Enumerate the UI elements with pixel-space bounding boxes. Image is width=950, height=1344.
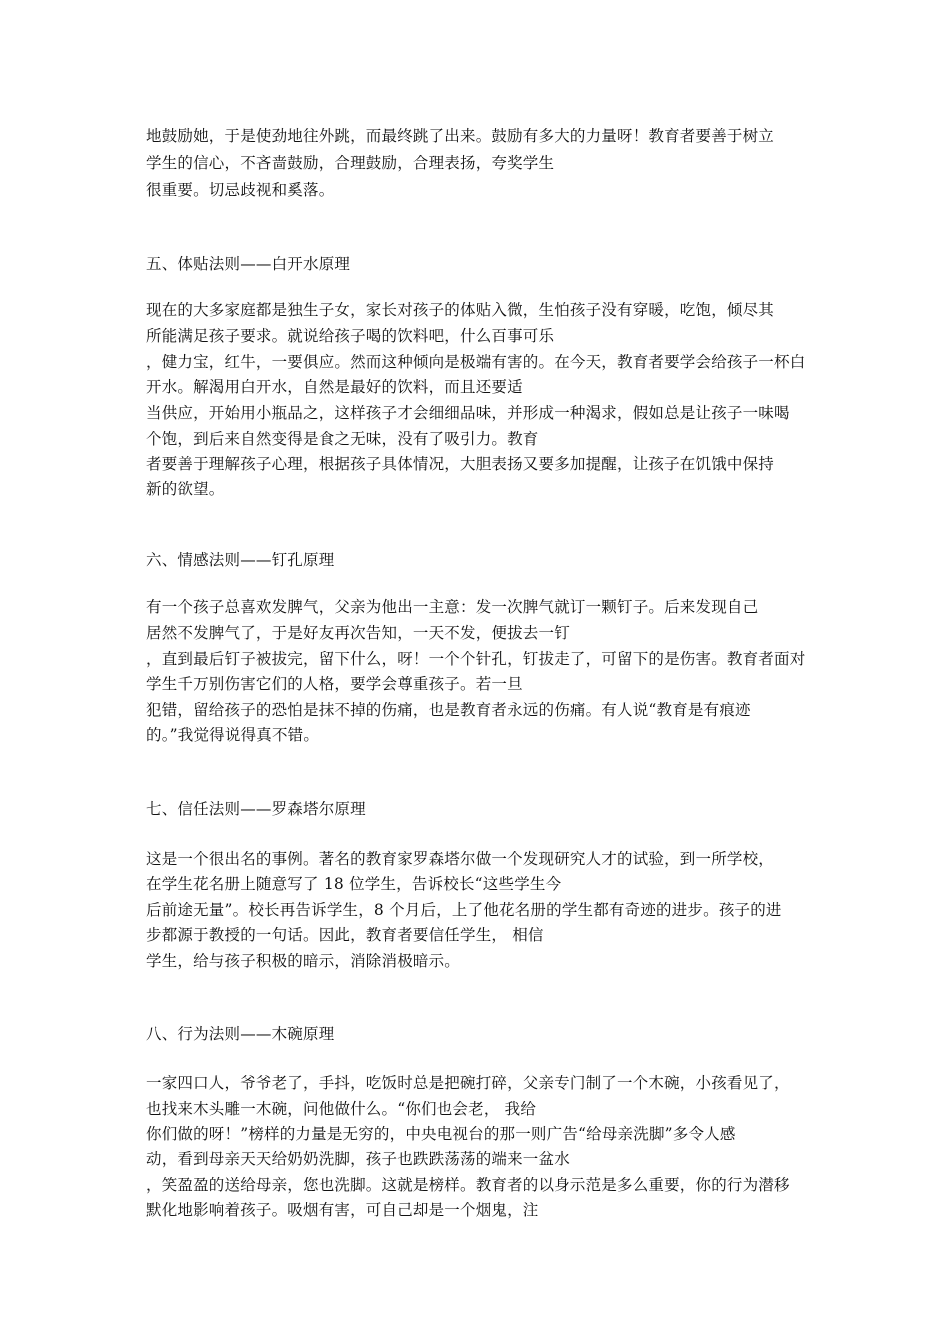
paragraph-line: 也找来木头雕一木碗，问他做什么。“你们也会老， 我给 [146,1100,537,1118]
section-heading: 六、情感法则——钉孔原理 [146,551,335,569]
section-heading: 七、信任法则——罗森塔尔原理 [146,800,366,818]
paragraph-line: 地鼓励她，于是使劲地往外跳，而最终跳了出来。鼓励有多大的力量呀！教育者要善于树立 [146,127,775,145]
paragraph-line: 后前途无量”。校长再告诉学生，8 个月后，上了他花名册的学生都有奇迹的进步。孩子的进 [146,901,782,919]
paragraph-line: 居然不发脾气了，于是好友再次告知，一天不发，便拔去一钉 [146,624,570,642]
section-heading: 八、行为法则——木碗原理 [146,1025,335,1043]
paragraph-line: 学生，给与孩子积极的暗示，消除消极暗示。 [146,952,461,970]
paragraph-line: 步都源于教授的一句话。因此，教育者要信任学生， 相信 [146,926,544,944]
paragraph-line: 很重要。切忌歧视和奚落。 [146,181,335,199]
paragraph-line: 在学生花名册上随意写了 18 位学生，告诉校长“这些学生今 [146,875,562,893]
paragraph-line: ，直到最后钉子被拔完，留下什么，呀！一个个针孔，钉拔走了，可留下的是伤害。教育者面对 [146,650,806,668]
paragraph-line: 开水。解渴用白开水，自然是最好的饮料，而且还要适 [146,378,523,396]
paragraph-line: 现在的大多家庭都是独生子女，家长对孩子的体贴入微，生怕孩子没有穿暖，吃饱，倾尽其 [146,301,775,319]
section-heading: 五、体贴法则——白开水原理 [146,255,351,273]
paragraph-line: 的。”我觉得说得真不错。 [146,726,320,744]
paragraph-line: 默化地影响着孩子。吸烟有害，可自己却是一个烟鬼，注 [146,1201,539,1219]
paragraph-line: 一家四口人，爷爷老了，手抖，吃饭时总是把碗打碎，父亲专门制了一个木碗，小孩看见了， [146,1074,790,1092]
paragraph-line: 这是一个很出名的事例。著名的教育家罗森塔尔做一个发现研究人才的试验，到一所学校， [146,850,775,868]
paragraph-line: 者要善于理解孩子心理，根据孩子具体情况，大胆表扬又要多加提醒，让孩子在饥饿中保持 [146,455,775,473]
paragraph-line: 犯错，留给孩子的恐怕是抹不掉的伤痛，也是教育者永远的伤痛。有人说“教育是有痕迹 [146,701,751,719]
paragraph-line: 动，看到母亲天天给奶奶洗脚，孩子也跌跌荡荡的端来一盆水 [146,1150,570,1168]
paragraph-line: 个饱，到后来自然变得是食之无味，没有了吸引力。教育 [146,430,539,448]
paragraph-line: 有一个孩子总喜欢发脾气，父亲为他出一主意：发一次脾气就订一颗钉子。后来发现自己 [146,598,759,616]
paragraph-line: 学生千万别伤害它们的人格，要学会尊重孩子。若一旦 [146,675,523,693]
paragraph-line: 你们做的呀！”榜样的力量是无穷的，中央电视台的那一则广告“给母亲洗脚”多令人感 [146,1125,736,1143]
paragraph-line: 所能满足孩子要求。就说给孩子喝的饮料吧，什么百事可乐 [146,327,555,345]
paragraph-line: 学生的信心，不吝啬鼓励，合理鼓励，合理表扬，夸奖学生 [146,154,555,172]
paragraph-line: 当供应，开始用小瓶品之，这样孩子才会细细品味，并形成一种渴求，假如总是让孩子一味喝 [146,404,790,422]
paragraph-line: ，笑盈盈的送给母亲，您也洗脚。这就是榜样。教育者的以身示范是多么重要，你的行为潜移 [146,1176,790,1194]
paragraph-line: 新的欲望。 [146,480,225,498]
paragraph-line: ，健力宝，红牛，一要俱应。然而这种倾向是极端有害的。在今天，教育者要学会给孩子一杯白 [146,353,806,371]
